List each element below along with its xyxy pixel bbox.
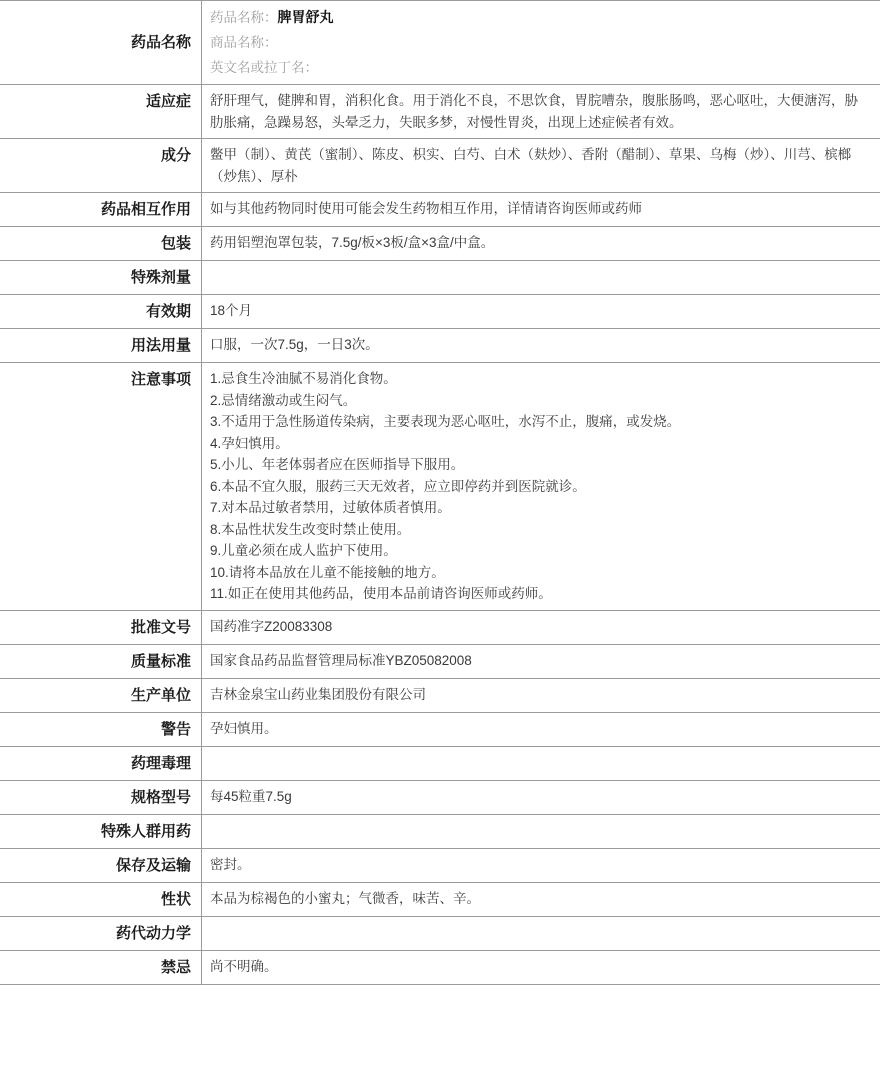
row-drug-name [0, 1, 880, 85]
row-content [202, 645, 880, 678]
precaution-item: 8.本品性状发生改变时禁止使用。 [210, 521, 411, 537]
row-content [202, 679, 880, 712]
row-value: 如与其他药物同时使用可能会发生药物相互作用，详情请咨询医师或药师 [210, 201, 642, 216]
drug-name-field [210, 5, 866, 30]
row-label: 禁忌 [0, 951, 202, 984]
row-content [202, 713, 880, 746]
row-warning [0, 713, 880, 747]
row-content [202, 363, 880, 610]
row-interactions [0, 193, 880, 227]
row-value: 18个月 [210, 303, 253, 318]
row-storage-transport [0, 849, 880, 883]
precaution-item: 6.本品不宜久服，服药三天无效者，应立即停药并到医院就诊。 [210, 478, 586, 494]
row-content [202, 917, 880, 950]
row-value: 国药准字Z20083308 [210, 618, 333, 634]
row-content [202, 883, 880, 916]
row-label: 用法用量 [0, 329, 202, 362]
precaution-item: 3.不适用于急性肠道传染病，主要表现为恶心呕吐，水泻不止，腹痛，或发烧。 [210, 414, 681, 429]
precaution-item: 5.小儿、年老体弱者应在医师指导下服用。 [210, 457, 465, 472]
drug-name-field [210, 30, 866, 55]
row-special-populations [0, 815, 880, 849]
row-label: 保存及运输 [0, 849, 202, 882]
row-approval-number [0, 611, 880, 645]
row-content [202, 951, 880, 984]
row-value: 尚不明确。 [210, 958, 278, 974]
row-dosage [0, 329, 880, 363]
row-value: 鳖甲（制）、黄芪（蜜制）、陈皮、枳实、白芍、白术（麸炒）、香附（醋制）、草果、乌梅（炒）、川芎、槟榔（炒焦）、厚朴 [210, 147, 852, 184]
row-value: 国家食品药品监督管理局标准YBZ05082008 [210, 652, 472, 668]
row-value: 孕妇慎用。 [210, 720, 278, 736]
row-value: 口服，一次7.5g，一日3次。 [210, 337, 379, 352]
field-label: 药品名称： [210, 10, 278, 25]
precaution-item: 9.儿童必须在成人监护下使用。 [210, 543, 397, 558]
row-shelf-life [0, 295, 880, 329]
precaution-item: 11.如正在使用其他药品，使用本品前请咨询医师或药师。 [210, 586, 552, 601]
row-label: 药理毒理 [0, 747, 202, 780]
row-specification [0, 781, 880, 815]
row-label: 生产单位 [0, 679, 202, 712]
row-label: 性状 [0, 883, 202, 916]
row-label: 药品名称 [0, 1, 202, 84]
row-contraindications [0, 951, 880, 985]
row-label: 特殊人群用药 [0, 815, 202, 848]
row-properties [0, 883, 880, 917]
field-value: 脾胃舒丸 [277, 9, 334, 25]
row-content [202, 747, 880, 780]
row-ingredients [0, 139, 880, 193]
row-value: 舒肝理气，健脾和胃，消积化食。用于消化不良，不思饮食，胃脘嘈杂，腹胀肠鸣，恶心呕吐，大便溏泻，胁肋胀痛，急躁易怒，头晕乏力，失眠多梦，对慢性胃炎，出现上述症候者有效。 [210, 93, 858, 130]
row-label: 包装 [0, 227, 202, 260]
row-value: 每45粒重7.5g [210, 788, 292, 804]
row-content [202, 139, 880, 192]
row-label: 注意事项 [0, 363, 202, 610]
row-label: 适应症 [0, 85, 202, 138]
drug-name-field [210, 55, 866, 80]
row-precautions [0, 363, 880, 611]
row-pharmacology-toxicology [0, 747, 880, 781]
precaution-item: 4.孕妇慎用。 [210, 435, 289, 451]
row-label: 质量标准 [0, 645, 202, 678]
row-manufacturer [0, 679, 880, 713]
row-content [202, 85, 880, 138]
row-indications [0, 85, 880, 139]
row-label: 规格型号 [0, 781, 202, 814]
row-label: 批准文号 [0, 611, 202, 644]
row-content [202, 261, 880, 294]
row-label: 药代动力学 [0, 917, 202, 950]
precaution-item: 10.请将本品放在儿童不能接触的地方。 [210, 564, 445, 580]
row-content [202, 781, 880, 814]
row-special-dosage [0, 261, 880, 295]
row-content [202, 849, 880, 882]
row-packaging [0, 227, 880, 261]
precaution-item: 2.忌情绪激动或生闷气。 [210, 392, 357, 408]
row-content [202, 1, 880, 84]
row-quality-standard [0, 645, 880, 679]
field-label: 英文名或拉丁名： [210, 60, 318, 75]
row-label: 有效期 [0, 295, 202, 328]
row-pharmacokinetics [0, 917, 880, 951]
row-value: 密封。 [210, 856, 251, 872]
row-content [202, 295, 880, 328]
row-content [202, 815, 880, 848]
row-label: 警告 [0, 713, 202, 746]
row-value: 本品为棕褐色的小蜜丸；气微香，味苦、辛。 [210, 890, 480, 906]
row-content [202, 611, 880, 644]
row-content [202, 329, 880, 362]
row-value: 药用铝塑泡罩包装，7.5g/板×3板/盒×3盒/中盒。 [210, 235, 495, 250]
row-content [202, 227, 880, 260]
row-label: 成分 [0, 139, 202, 192]
precaution-item: 1.忌食生冷油腻不易消化食物。 [210, 371, 397, 386]
row-label: 药品相互作用 [0, 193, 202, 226]
precaution-item: 7.对本品过敏者禁用，过敏体质者慎用。 [210, 500, 451, 515]
row-value: 吉林金泉宝山药业集团股份有限公司 [210, 686, 426, 702]
field-label: 商品名称： [210, 35, 278, 50]
row-content [202, 193, 880, 226]
row-label: 特殊剂量 [0, 261, 202, 294]
